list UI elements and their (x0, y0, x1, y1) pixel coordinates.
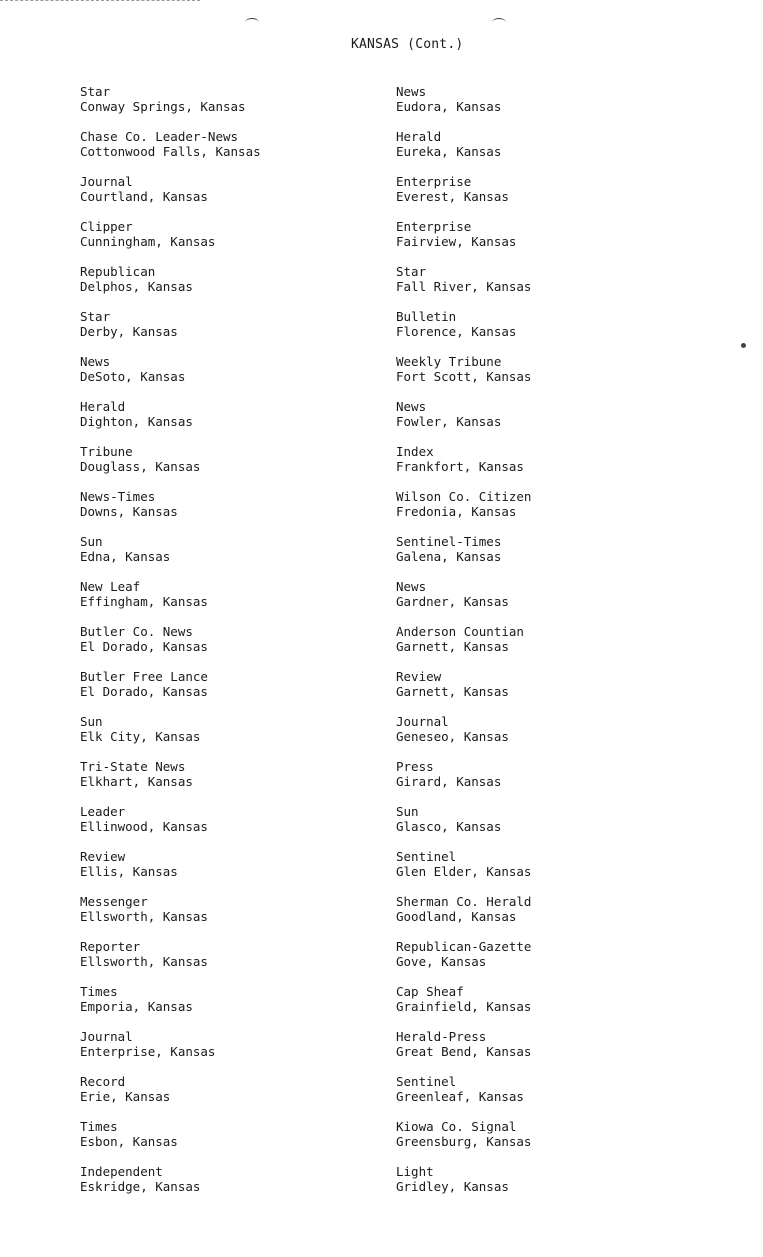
newspaper-name: Light (396, 1164, 434, 1179)
newspaper-location: Derby, Kansas (80, 324, 178, 339)
newspaper-location: Fairview, Kansas (396, 234, 517, 249)
newspaper-entry (396, 444, 531, 489)
newspaper-entry (396, 354, 531, 399)
newspaper-entry (396, 309, 531, 354)
newspaper-name: Star (80, 309, 111, 324)
newspaper-location: Dighton, Kansas (80, 414, 193, 429)
newspaper-name: Sun (80, 534, 103, 549)
newspaper-name: Messenger (80, 894, 148, 909)
newspaper-entry (396, 1119, 531, 1164)
newspaper-location: Florence, Kansas (396, 324, 517, 339)
newspaper-location: Glen Elder, Kansas (396, 864, 532, 879)
newspaper-location: Gove, Kansas (396, 954, 487, 969)
newspaper-entry (80, 1119, 261, 1164)
newspaper-name: Sun (396, 804, 419, 819)
newspaper-entry (80, 399, 261, 444)
newspaper-location: Galena, Kansas (396, 549, 502, 564)
newspaper-name: Republican-Gazette (396, 939, 532, 954)
newspaper-entry (80, 669, 261, 714)
newspaper-name: Tribune (80, 444, 133, 459)
newspaper-name: Sentinel (396, 1074, 457, 1089)
newspaper-location: Cunningham, Kansas (80, 234, 216, 249)
newspaper-entry (80, 1164, 261, 1209)
newspaper-entry (396, 984, 531, 1029)
newspaper-location: Eureka, Kansas (396, 144, 502, 159)
newspaper-location: Greensburg, Kansas (396, 1134, 532, 1149)
newspaper-entry (396, 489, 531, 534)
punch-mark-left (245, 18, 259, 27)
newspaper-name: Herald-Press (396, 1029, 487, 1044)
newspaper-entry (396, 1074, 531, 1119)
newspaper-location: Erie, Kansas (80, 1089, 171, 1104)
newspaper-entry (80, 849, 261, 894)
newspaper-name: Press (396, 759, 434, 774)
newspaper-entry (396, 129, 531, 174)
newspaper-entry (80, 804, 261, 849)
newspaper-name: News (80, 354, 111, 369)
scan-edge-dashes (0, 0, 200, 2)
newspaper-location: Fort Scott, Kansas (396, 369, 532, 384)
newspaper-name: Independent (80, 1164, 163, 1179)
ink-speck (741, 343, 746, 348)
newspaper-name: News (396, 579, 427, 594)
newspaper-entry (396, 534, 531, 579)
newspaper-location: Eudora, Kansas (396, 99, 502, 114)
newspaper-entry (396, 1164, 531, 1209)
newspaper-location: Elk City, Kansas (80, 729, 201, 744)
right-column-list (396, 84, 531, 1209)
newspaper-entry (80, 354, 261, 399)
page-title: KANSAS (Cont.) (351, 37, 464, 52)
newspaper-entry (80, 1074, 261, 1119)
newspaper-name: Wilson Co. Citizen (396, 489, 532, 504)
newspaper-location: Great Bend, Kansas (396, 1044, 532, 1059)
newspaper-entry (80, 579, 261, 624)
newspaper-name: News-Times (80, 489, 156, 504)
newspaper-location: Ellinwood, Kansas (80, 819, 208, 834)
newspaper-location: Edna, Kansas (80, 549, 171, 564)
newspaper-name: Review (396, 669, 442, 684)
newspaper-name: Times (80, 984, 118, 999)
newspaper-location: Fowler, Kansas (396, 414, 502, 429)
newspaper-entry (80, 174, 261, 219)
newspaper-entry (396, 669, 531, 714)
newspaper-entry (80, 984, 261, 1029)
newspaper-location: Greenleaf, Kansas (396, 1089, 524, 1104)
newspaper-name: Star (396, 264, 427, 279)
newspaper-location: Fall River, Kansas (396, 279, 532, 294)
newspaper-name: Sentinel (396, 849, 457, 864)
newspaper-entry (80, 129, 261, 174)
newspaper-location: Goodland, Kansas (396, 909, 517, 924)
newspaper-location: Conway Springs, Kansas (80, 99, 246, 114)
newspaper-entry (396, 219, 531, 264)
newspaper-location: Enterprise, Kansas (80, 1044, 216, 1059)
newspaper-name: Anderson Countian (396, 624, 524, 639)
newspaper-name: Herald (80, 399, 126, 414)
newspaper-name: Leader (80, 804, 126, 819)
newspaper-entry (396, 759, 531, 804)
newspaper-location: Downs, Kansas (80, 504, 178, 519)
newspaper-entry (80, 894, 261, 939)
newspaper-entry (396, 579, 531, 624)
newspaper-location: Courtland, Kansas (80, 189, 208, 204)
newspaper-entry (396, 939, 531, 984)
newspaper-name: Journal (80, 1029, 133, 1044)
newspaper-location: Effingham, Kansas (80, 594, 208, 609)
newspaper-name: News (396, 399, 427, 414)
newspaper-location: Douglass, Kansas (80, 459, 201, 474)
newspaper-entry (80, 489, 261, 534)
newspaper-entry (80, 219, 261, 264)
newspaper-name: Star (80, 84, 111, 99)
newspaper-entry (80, 1029, 261, 1074)
newspaper-name: Weekly Tribune (396, 354, 502, 369)
left-column-list (80, 84, 261, 1209)
newspaper-name: Herald (396, 129, 442, 144)
newspaper-entry (80, 264, 261, 309)
newspaper-location: Frankfort, Kansas (396, 459, 524, 474)
newspaper-name: Sherman Co. Herald (396, 894, 532, 909)
newspaper-name: Review (80, 849, 126, 864)
newspaper-entry (80, 714, 261, 759)
punch-mark-right (492, 18, 506, 27)
newspaper-name: News (396, 84, 427, 99)
newspaper-name: Enterprise (396, 174, 472, 189)
newspaper-location: Gardner, Kansas (396, 594, 509, 609)
newspaper-name: Sun (80, 714, 103, 729)
newspaper-location: Grainfield, Kansas (396, 999, 532, 1014)
newspaper-location: Gridley, Kansas (396, 1179, 509, 1194)
newspaper-location: Girard, Kansas (396, 774, 502, 789)
newspaper-location: Emporia, Kansas (80, 999, 193, 1014)
newspaper-location: Cottonwood Falls, Kansas (80, 144, 261, 159)
newspaper-name: Reporter (80, 939, 141, 954)
newspaper-location: Garnett, Kansas (396, 684, 509, 699)
newspaper-entry (80, 84, 261, 129)
newspaper-location: El Dorado, Kansas (80, 684, 208, 699)
newspaper-entry (396, 174, 531, 219)
newspaper-location: Eskridge, Kansas (80, 1179, 201, 1194)
newspaper-entry (80, 534, 261, 579)
newspaper-location: DeSoto, Kansas (80, 369, 186, 384)
newspaper-name: Tri-State News (80, 759, 186, 774)
newspaper-name: Butler Free Lance (80, 669, 208, 684)
newspaper-name: Bulletin (396, 309, 457, 324)
newspaper-name: Cap Sheaf (396, 984, 464, 999)
newspaper-location: Glasco, Kansas (396, 819, 502, 834)
newspaper-location: Elkhart, Kansas (80, 774, 193, 789)
newspaper-entry (396, 804, 531, 849)
newspaper-name: Republican (80, 264, 156, 279)
newspaper-entry (396, 399, 531, 444)
newspaper-entry (80, 939, 261, 984)
newspaper-name: Chase Co. Leader-News (80, 129, 239, 144)
newspaper-location: Fredonia, Kansas (396, 504, 517, 519)
newspaper-name: Times (80, 1119, 118, 1134)
newspaper-name: New Leaf (80, 579, 141, 594)
newspaper-entry (396, 849, 531, 894)
newspaper-entry (80, 309, 261, 354)
newspaper-entry (396, 84, 531, 129)
newspaper-entry (396, 264, 531, 309)
newspaper-entry (396, 624, 531, 669)
newspaper-location: Garnett, Kansas (396, 639, 509, 654)
newspaper-location: Geneseo, Kansas (396, 729, 509, 744)
newspaper-name: Butler Co. News (80, 624, 193, 639)
newspaper-location: Delphos, Kansas (80, 279, 193, 294)
newspaper-location: Ellsworth, Kansas (80, 954, 208, 969)
newspaper-name: Record (80, 1074, 126, 1089)
newspaper-entry (396, 1029, 531, 1074)
newspaper-location: Esbon, Kansas (80, 1134, 178, 1149)
newspaper-location: Ellis, Kansas (80, 864, 178, 879)
newspaper-name: Journal (396, 714, 449, 729)
newspaper-name: Enterprise (396, 219, 472, 234)
newspaper-name: Index (396, 444, 434, 459)
newspaper-entry (396, 714, 531, 759)
newspaper-entry (80, 444, 261, 489)
newspaper-location: Ellsworth, Kansas (80, 909, 208, 924)
newspaper-name: Sentinel-Times (396, 534, 502, 549)
newspaper-location: Everest, Kansas (396, 189, 509, 204)
newspaper-name: Kiowa Co. Signal (396, 1119, 517, 1134)
newspaper-entry (80, 759, 261, 804)
newspaper-entry (396, 894, 531, 939)
newspaper-name: Clipper (80, 219, 133, 234)
newspaper-location: El Dorado, Kansas (80, 639, 208, 654)
newspaper-entry (80, 624, 261, 669)
newspaper-name: Journal (80, 174, 133, 189)
